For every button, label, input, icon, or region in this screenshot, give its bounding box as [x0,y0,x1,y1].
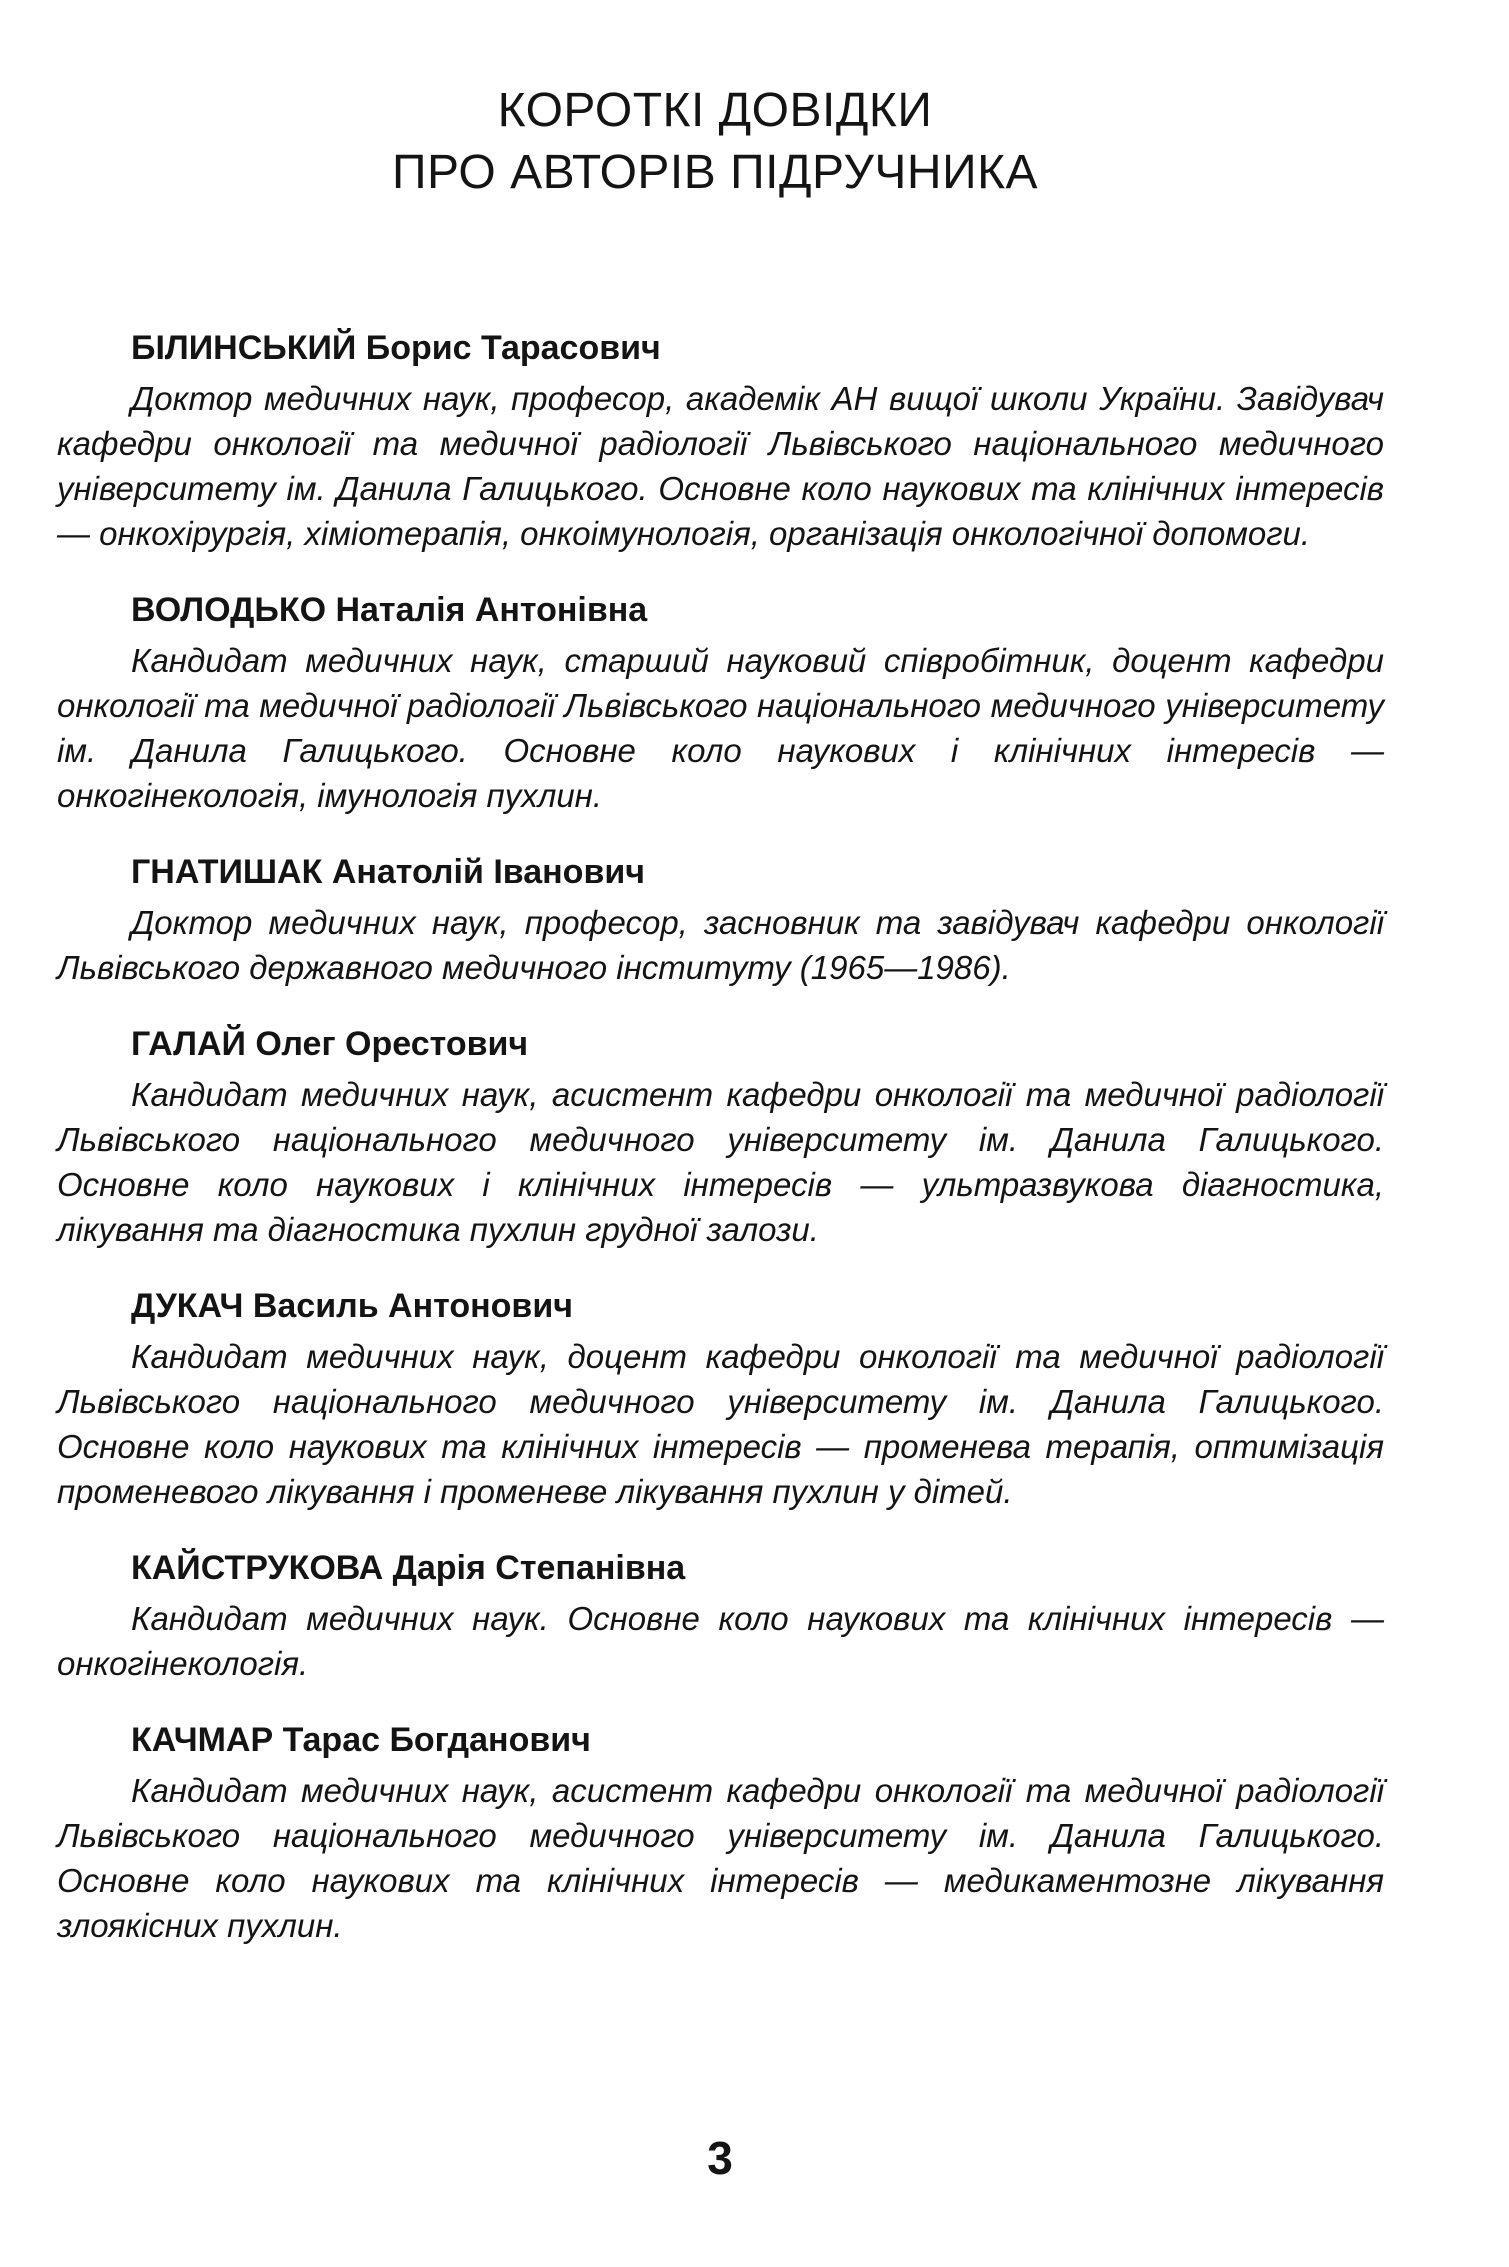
author-name: БІЛИНСЬКИЙ Борис Тарасович [131,329,661,367]
author-entry [57,588,1384,818]
author-bio: Кандидат медичних наук, асистент кафедри онкології та медичної радіології Львівського національного медичного університету ім. Данила Галицького. Основне коло наукових і клінічних інтересів — ультразвукова діагностика, лікування та діагностика пухлин грудної залози. [57,1076,1384,1248]
author-entry [57,1284,1384,1514]
page-title [0,80,1430,204]
author-name: ГНАТИШАК Анатолій Іванович [131,853,645,891]
author-name: КАЧМАР Тарас Богданович [131,1721,591,1759]
author-bio: Кандидат медичних наук, доцент кафедри онкології та медичної радіології Львівського національного медичного університету ім. Данила Галицького. Основне коло наукових та клінічних інтересів — променева терапія, оптимізація променевого лікування і променеве лікування пухлин у дітей. [57,1338,1384,1510]
author-bio: Кандидат медичних наук. Основне коло наукових та клінічних інтересів — онкогінекологія. [57,1600,1384,1682]
author-name: ДУКАЧ Василь Антонович [131,1287,573,1325]
author-name: ГАЛАЙ Олег Орестович [131,1025,529,1063]
author-bio: Доктор медичних наук, професор, засновник та завідувач кафедри онкології Львівського державного медичного інституту (1965—1986). [57,904,1384,986]
page-title-line-1: КОРОТКІ ДОВІДКИ [497,84,933,137]
author-bio: Кандидат медичних наук, старший науковий співробітник, доцент кафедри онкології та медичної радіології Львівського національного медичного університету ім. Данила Галицького. Основне коло наукових і клінічних інтересів — онкогінекологія, імунологія пухлин. [57,642,1384,814]
author-bio: Кандидат медичних наук, асистент кафедри онкології та медичної радіології Львівського національного медичного університету ім. Данила Галицького. Основне коло наукових та клінічних інтересів — медикаментозне лікування злоякісних пухлин. [57,1772,1384,1944]
author-list [57,326,1384,1980]
author-name: ВОЛОДЬКО Наталія Антонівна [131,591,648,629]
author-entry [57,850,1384,990]
page-number: 3 [707,2132,733,2184]
author-entry [57,1022,1384,1252]
author-entry [57,1546,1384,1686]
author-entry [57,326,1384,556]
author-bio: Доктор медичних наук, професор, академік АН вищої школи України. Завідувач кафедри онкології та медичної радіології Львівського національного медичного університету ім. Данила Галицького. Основне коло наукових та клінічних інтересів — онкохірургія, хіміотерапія, онкоімунологія, організація онкологічної допомоги. [57,380,1384,552]
author-name: КАЙСТРУКОВА Дарія Степанівна [131,1549,686,1587]
page-title-line-2: ПРО АВТОРІВ ПІДРУЧНИКА [391,146,1039,199]
author-entry [57,1718,1384,1948]
